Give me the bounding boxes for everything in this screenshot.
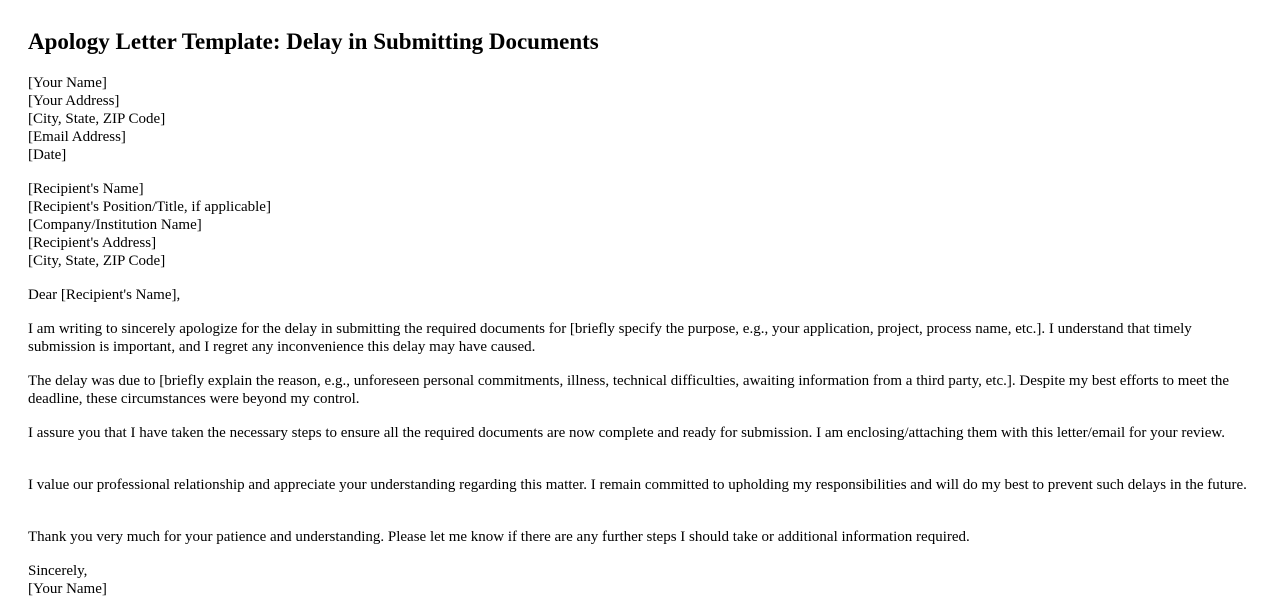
signature: [Your Name] (28, 581, 107, 597)
sender-name: [Your Name] (28, 75, 107, 91)
closing-block (28, 562, 1250, 598)
recipient-position: [Recipient's Position/Title, if applicable] (28, 199, 271, 215)
recipient-company: [Company/Institution Name] (28, 217, 202, 233)
closing: Sincerely, (28, 563, 88, 579)
sender-email: [Email Address] (28, 129, 126, 145)
page-title: Apology Letter Template: Delay in Submitting Documents (28, 29, 599, 54)
recipient-city-state-zip: [City, State, ZIP Code] (28, 253, 166, 269)
paragraph-reason: The delay was due to [briefly explain the reason, e.g., unforeseen personal commitments, illness, technical difficulties, awaiting information from a third party, etc.]. Despite my best efforts to meet the deadline, these circumstances were beyond my control. (28, 373, 1230, 407)
sender-city-state-zip: [City, State, ZIP Code] (28, 111, 166, 127)
recipient-block (28, 180, 1250, 270)
sender-address: [Your Address] (28, 93, 120, 109)
paragraph-purpose: I am writing to sincerely apologize for the delay in submitting the required documents for [briefly specify the purpose, e.g., your application, project, process name, etc.]. I understand that timely submission is important, and I regret any inconvenience this delay may have caused. (28, 321, 1192, 355)
paragraph-assurance: I assure you that I have taken the necessary steps to ensure all the required documents are now complete and ready for submission. I am enclosing/attaching them with this letter/email for your review. (28, 425, 1225, 441)
recipient-name: [Recipient's Name] (28, 181, 144, 197)
recipient-address: [Recipient's Address] (28, 235, 157, 251)
paragraph-thanks: Thank you very much for your patience and understanding. Please let me know if there are any further steps I should take or additional information required. (28, 529, 970, 545)
paragraph-relationship: I value our professional relationship and appreciate your understanding regarding this matter. I remain committed to upholding my responsibilities and will do my best to prevent such delays in the future. (28, 477, 1247, 493)
salutation: Dear [Recipient's Name], (28, 287, 181, 303)
sender-block (28, 74, 1250, 164)
letter-date: [Date] (28, 147, 67, 163)
